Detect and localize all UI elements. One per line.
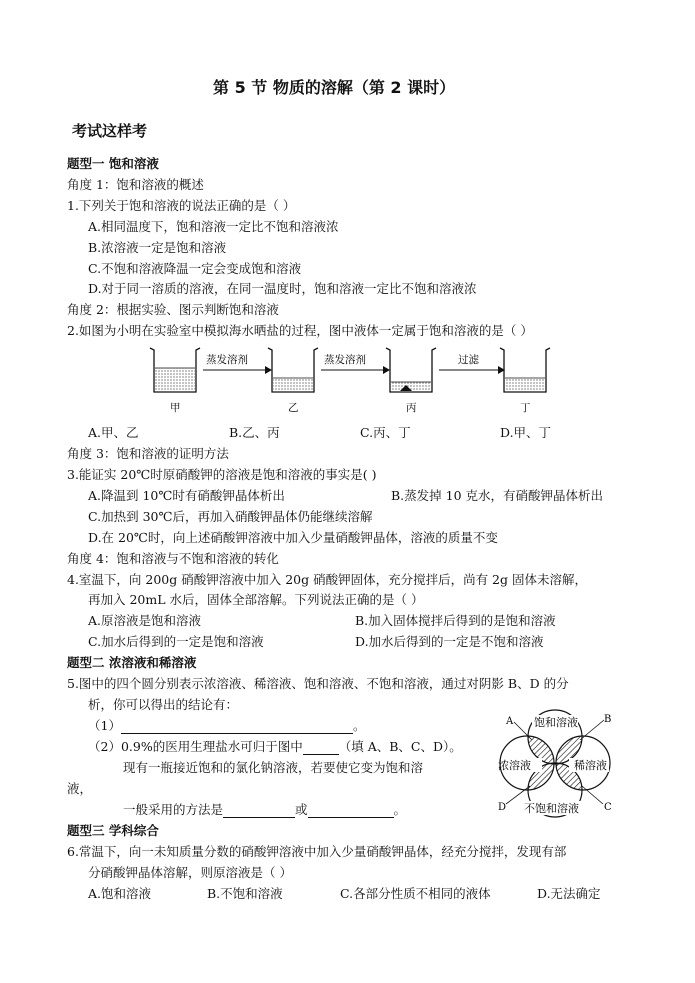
q5-sub1: （1） 。 — [88, 718, 366, 733]
beaker-jia — [150, 348, 200, 392]
beaker-bing — [386, 348, 436, 392]
q5-sub2-line2: 现有一瓶接近饱和的氯化钠溶液，若要使它变为饱和溶 — [123, 760, 424, 775]
venn-letter-d: D — [498, 802, 507, 813]
beaker-ding — [500, 348, 550, 392]
q5-sub2: （2）0.9%的医用生理盐水可归于图中 （填 A、B、C、D）。 — [88, 739, 462, 754]
angle4-heading: 角度 4：饱和溶液与不饱和溶液的转化 — [67, 551, 279, 566]
q4-option-c: C.加水后得到的一定是饱和溶液 — [88, 634, 264, 649]
beaker-label-ding: 丁 — [520, 402, 531, 414]
answer-blank-1[interactable] — [121, 720, 353, 734]
q3-option-d: D.在 20℃时，向上述硝酸钾溶液中加入少量硝酸钾晶体，溶液的质量不变 — [88, 530, 498, 545]
section-heading: 考试这样考 — [72, 122, 148, 140]
venn-label-unsaturated: 不饱和溶液 — [524, 802, 579, 815]
arrow-filter — [439, 366, 505, 374]
q6-option-b: B.不饱和溶液 — [207, 886, 283, 901]
q4-stem-line2: 再加入 20mL 水后，固体全部溶解。下列说法正确的是（ ） — [88, 592, 424, 607]
q4-option-b: B.加入固体搅拌后得到的是饱和溶液 — [355, 613, 556, 628]
q6-line1: 6.常温下，向一未知质量分数的硝酸钾溶液中加入少量硝酸钾晶体，经充分搅拌，发现有部 — [67, 844, 567, 859]
q2-option-a: A.甲、乙 — [88, 425, 139, 440]
q5-line2: 析，你可以得出的结论有： — [88, 697, 239, 712]
q3-option-b: B.蒸发掉 10 克水，有硝酸钾晶体析出 — [391, 488, 604, 503]
beaker-label-jia: 甲 — [170, 402, 181, 414]
q1-option-b: B.浓溶液一定是饱和溶液 — [88, 240, 227, 255]
q2-option-b: B.乙、丙 — [229, 425, 280, 440]
evaporation-diagram — [140, 340, 560, 418]
beaker-yi — [268, 348, 318, 392]
type1-heading: 题型一 饱和溶液 — [67, 156, 159, 171]
venn-label-saturated: 饱和溶液 — [534, 716, 578, 729]
beaker-label-yi: 乙 — [288, 402, 299, 414]
q1-option-a: A.相同温度下，饱和溶液一定比不饱和溶液浓 — [88, 219, 339, 234]
arrow1-label: 蒸发溶剂 — [206, 354, 248, 366]
q6-option-d: D.无法确定 — [537, 886, 601, 901]
type2-heading: 题型二 浓溶液和稀溶液 — [67, 655, 197, 670]
q4-option-a: A.原溶液是饱和溶液 — [88, 613, 202, 628]
q6-line2: 分硝酸钾晶体溶解，则原溶液是（ ） — [88, 865, 292, 880]
angle1-heading: 角度 1：饱和溶液的概述 — [67, 177, 204, 192]
answer-blank-2[interactable] — [303, 741, 339, 755]
arrow2-label: 蒸发溶剂 — [324, 354, 366, 366]
angle2-heading: 角度 2：根据实验、图示判断饱和溶液 — [67, 302, 279, 317]
q4-stem-line1: 4.室温下，向 200g 硝酸钾溶液中加入 20g 硝酸钾固体，充分搅拌后，尚有 2g 固体未溶解， — [67, 572, 587, 587]
q5-line1: 5.图中的四个圆分别表示浓溶液、稀溶液、饱和溶液、不饱和溶液，通过对阴影 B、D 的分 — [67, 676, 569, 691]
q5-sub2-line4: 一般采用的方法是 或 。 — [123, 802, 407, 817]
q3-option-c: C.加热到 30℃后，再加入硝酸钾晶体仍能继续溶解 — [88, 509, 373, 524]
venn-letter-c: C — [604, 802, 612, 813]
venn-letter-b: B — [604, 714, 612, 725]
angle3-heading: 角度 3：饱和溶液的证明方法 — [67, 446, 229, 461]
q2-option-d: D.甲、丁 — [500, 425, 552, 440]
q6-option-c: C.各部分性质不相同的液体 — [340, 886, 491, 901]
answer-blank-4[interactable] — [308, 804, 394, 818]
q3-stem: 3.能证实 20℃时原硝酸钾的溶液是饱和溶液的事实是( ) — [67, 467, 377, 482]
q2-option-c: C.丙、丁 — [360, 425, 411, 440]
arrow-evaporate-1 — [203, 366, 272, 374]
q1-option-d: D.对于同一溶质的溶液，在同一温度时，饱和溶液一定比不饱和溶液浓 — [88, 281, 477, 296]
arrow-evaporate-2 — [321, 366, 390, 374]
q2-stem: 2.如图为小明在实验室中模拟海水晒盐的过程，图中液体一定属于饱和溶液的是（ ） — [67, 323, 533, 338]
q1-stem: 1.下列关于饱和溶液的说法正确的是（ ） — [67, 198, 296, 213]
venn-label-concentrated: 浓溶液 — [498, 759, 531, 772]
arrow3-label: 过滤 — [458, 354, 479, 366]
q5-sub2-line3: 液， — [67, 781, 93, 796]
q1-option-c: C.不饱和溶液降温一定会变成饱和溶液 — [88, 261, 302, 276]
q4-option-d: D.加水后得到的一定是不饱和溶液 — [355, 634, 544, 649]
type3-heading: 题型三 学科综合 — [67, 823, 159, 838]
page-title: 第 5 节 物质的溶解（第 2 课时） — [213, 78, 456, 97]
venn-label-dilute: 稀溶液 — [574, 759, 607, 772]
q6-option-a: A.饱和溶液 — [88, 886, 152, 901]
venn-letter-a: A — [506, 716, 514, 727]
beaker-label-bing: 丙 — [406, 402, 417, 414]
q3-option-a: A.降温到 10℃时有硝酸钾晶体析出 — [88, 488, 285, 503]
answer-blank-3[interactable] — [223, 804, 295, 818]
venn-diagram — [492, 700, 622, 828]
